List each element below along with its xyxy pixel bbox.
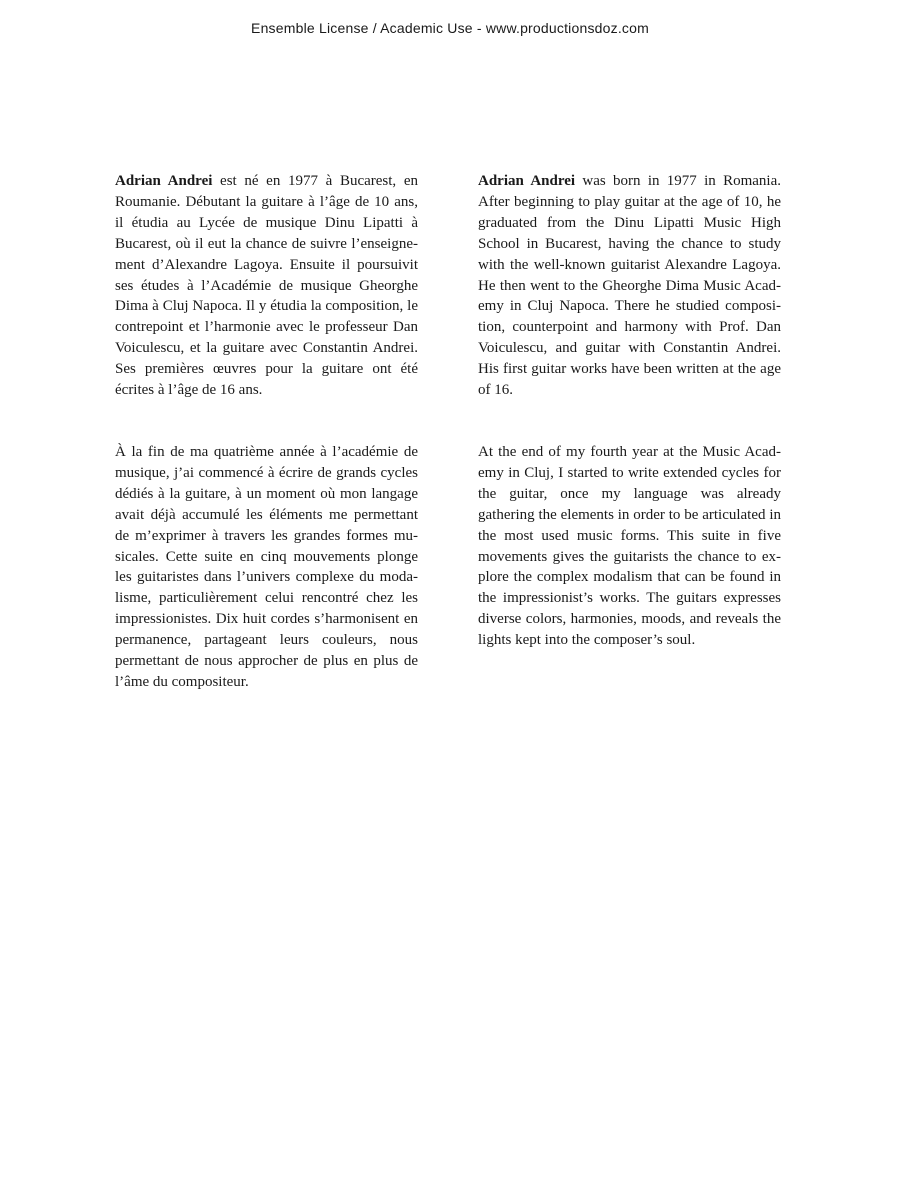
english-work-description xyxy=(478,442,781,651)
french-biography xyxy=(115,171,418,401)
english-biography-paragraph xyxy=(478,171,781,401)
license-header: Ensemble License / Academic Use - www.productionsdoz.com xyxy=(251,20,649,36)
french-biography-text: est né en 1977 à Bucarest, en Roumanie. Débutant la guitare à l’âge de 10 ans, il étudia au Lycée de musique Dinu Lipatti à Bucarest, où il eut la chance de suivre l’enseignement d’Alexandre Lagoya. Ensuite il poursuivit ses études à l’Académie de musique Gheorghe Dima à Cluj Napoca. Il y étudia la composition, le contrepoint et l’harmonie avec le professeur Dan Voiculescu, et la guitare avec Constantin Andrei. Ses premières œuvres pour la guitare ont été écrites à l’âge de 16 ans. xyxy=(115,173,418,399)
french-work-paragraph: À la fin de ma quatrième année à l’académie de musique, j’ai commencé à écrire de grands cycles dédiés à la guitare, à un moment où mon langage avait déjà accumulé les éléments me permettant de m’exprimer à travers les grandes formes musicales. Cette suite en cinq mouvements plonge les guitaristes dans l’univers complexe du modalisme, particulièrement celui rencontré chez les impressionistes. Dix huit cordes s’harmonisent en permanence, partageant leurs couleurs, nous permettant de nous approcher de plus en plus de l’âme du compositeur. xyxy=(115,444,418,690)
english-work-paragraph: At the end of my fourth year at the Music Academy in Cluj, I started to write extended cycles for the guitar, once my language was already gathering the elements in order to be articulated in the most used music forms. This suite in five movements gives the guitarists the chance to explore the complex modalism that can be found in the impressionist’s works. The guitars expresses diverse colors, harmonies, moods, and reveals the lights kept into the composer’s soul. xyxy=(478,444,781,649)
composer-name: Adrian Andrei xyxy=(478,173,576,189)
french-biography-paragraph xyxy=(115,171,418,401)
english-biography-text: was born in 1977 in Romania. After beginning to play guitar at the age of 10, he graduated from the Dinu Lipatti Music High School in Bucarest, having the chance to study with the well-known guitarist Alexandre Lagoya. He then went to the Gheorghe Dima Music Academy in Cluj Napoca. There he studied composition, counterpoint and harmony with Prof. Dan Voiculescu, and guitar with Constantin Andrei. His first guitar works have been written at the age of 16. xyxy=(478,173,781,399)
english-biography xyxy=(478,171,781,401)
composer-name: Adrian Andrei xyxy=(115,173,213,189)
french-work-description xyxy=(115,442,418,693)
